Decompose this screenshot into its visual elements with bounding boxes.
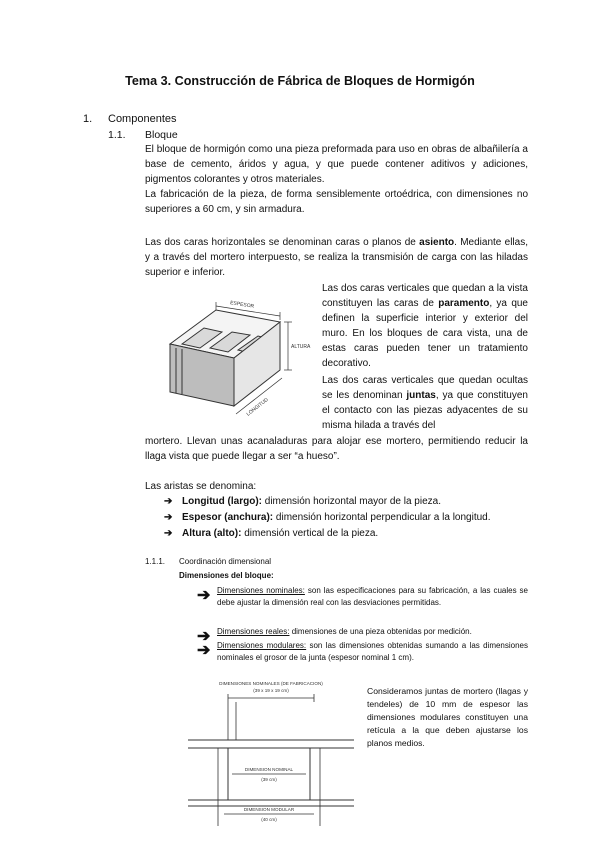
section-1-1-heading: Bloque xyxy=(145,129,178,141)
arista-item xyxy=(164,510,491,525)
aristas-intro: Las aristas se denomina: xyxy=(145,481,257,492)
arista-term: Longitud (largo): xyxy=(182,496,262,507)
paragraph-asiento xyxy=(145,235,528,280)
dimension-description: son las especificaciones para su fabricación, a las cuales se debe ajustar la dimensión real con las desviaciones permitidas. xyxy=(217,586,529,607)
asiento-term: asiento xyxy=(419,237,455,248)
section-1-number: 1. xyxy=(83,113,93,125)
arrow-right-icon: ➔ xyxy=(164,496,173,507)
arrow-right-icon: ➔ xyxy=(197,642,211,659)
juntas-text-pre: Las dos caras verticales que quedan ocultas se les denominan xyxy=(322,375,528,401)
paramento-term: paramento xyxy=(438,298,490,309)
section-1-1-1-number: 1.1.1. xyxy=(145,557,166,566)
label-espesor: ESPESOR xyxy=(229,300,255,310)
nominal-dimension-label: DIMENSION NOMINAL xyxy=(244,767,294,772)
arista-description: dimensión horizontal perpendicular a la longitud. xyxy=(273,512,491,523)
modular-dimension-label: DIMENSION MODULAR xyxy=(243,807,295,812)
juntas-text-post: , ya que constituyen el contacto con las piezas adyacentes de su misma hilada a través del xyxy=(322,390,528,431)
dimension-text xyxy=(217,585,528,608)
concrete-block-figure xyxy=(152,292,314,432)
dimension-term: Dimensiones modulares: xyxy=(217,641,307,650)
paragraph-paramento xyxy=(322,281,528,371)
dimension-item xyxy=(197,640,529,663)
arista-description: dimensión horizontal mayor de la pieza. xyxy=(261,496,441,507)
dimension-diagram xyxy=(188,676,354,826)
section-1-1-1-heading: Coordinación dimensional xyxy=(179,557,272,566)
dimension-item xyxy=(197,626,528,645)
paragraph-fabrication: La fabricación de la pieza, de forma sensiblemente ortoédrica, con dimensiones no superiores a 60 cm, y sin armadura. xyxy=(145,189,528,215)
paragraph-juntas-modulares: Consideramos juntas de mortero (llagas y tendeles) de 10 mm de espesor las dimensiones modulares constituyen una retícula a la que deben ajustarse los planos medios. xyxy=(367,686,528,748)
arrow-right-icon: ➔ xyxy=(197,587,211,604)
dimension-text xyxy=(217,640,528,663)
paramento-text-post: , ya que definen la superficie interior y exterior del muro. En los bloques de cara vista, una de estas caras pueden tener un tratamiento decorativo. xyxy=(322,298,528,369)
modular-dimension-value: (40 cm) xyxy=(261,817,277,822)
paragraph-juntas xyxy=(322,373,528,433)
asiento-text-post: . Mediante ellas, y a través del mortero interpuesto, se realiza la transmisión de carga con las hiladas superior e inferior. xyxy=(145,237,528,278)
section-1-heading: Componentes xyxy=(108,113,177,125)
asiento-text-pre: Las dos caras horizontales se denominan caras o planos de xyxy=(145,237,420,248)
dimension-term: Dimensiones reales: xyxy=(217,627,290,636)
page-title: Tema 3. Construcción de Fábrica de Bloques de Hormigón xyxy=(125,74,475,88)
section-1-1-number: 1.1. xyxy=(108,129,126,141)
arista-term: Espesor (anchura): xyxy=(182,512,274,523)
arista-term: Altura (alto): xyxy=(182,528,242,539)
top-dimension-value: (39 x 19 x 19 cm) xyxy=(253,688,289,693)
nominal-dimension-value: (39 cm) xyxy=(261,777,277,782)
paragraph-juntas-cont: mortero. Llevan unas acanaladuras para alojar ese mortero, permitiendo reducir la llaga vista que puede llegar a ser “a hueso”. xyxy=(145,436,528,462)
arrow-right-icon: ➔ xyxy=(164,512,173,523)
juntas-term: juntas xyxy=(406,390,436,401)
dimension-term: Dimensiones nominales: xyxy=(217,586,305,595)
dimension-description: son las dimensiones obtenidas sumando a las dimensiones nominales el grosor de la junta (espesor nominal 1 cm). xyxy=(217,641,529,662)
dimension-description: dimensiones de una pieza obtenidas por medición. xyxy=(289,627,472,636)
dimensiones-heading: Dimensiones del bloque: xyxy=(179,571,274,580)
dimension-text xyxy=(217,626,528,638)
arrow-right-icon: ➔ xyxy=(164,528,173,539)
arista-item xyxy=(164,526,378,541)
arrow-right-icon: ➔ xyxy=(197,628,211,645)
label-altura: ALTURA xyxy=(291,344,311,350)
arista-item xyxy=(164,494,441,509)
dimension-item xyxy=(197,585,529,608)
label-longitud: LONGITUD xyxy=(245,396,270,418)
paramento-text-pre: Las dos caras verticales que quedan a la vista constituyen las caras de xyxy=(322,283,528,309)
arista-description: dimensión vertical de la pieza. xyxy=(241,528,379,539)
paragraph-definition: El bloque de hormigón como una pieza preformada para uso en obras de albañilería a base de cemento, áridos y agua, y que puede contener aditivos y adiciones, pigmentos colorantes y otros materiales. xyxy=(145,144,528,185)
top-dimension-label: DIMENSIONES NOMINALES (DE FABRICACION) xyxy=(219,681,323,686)
